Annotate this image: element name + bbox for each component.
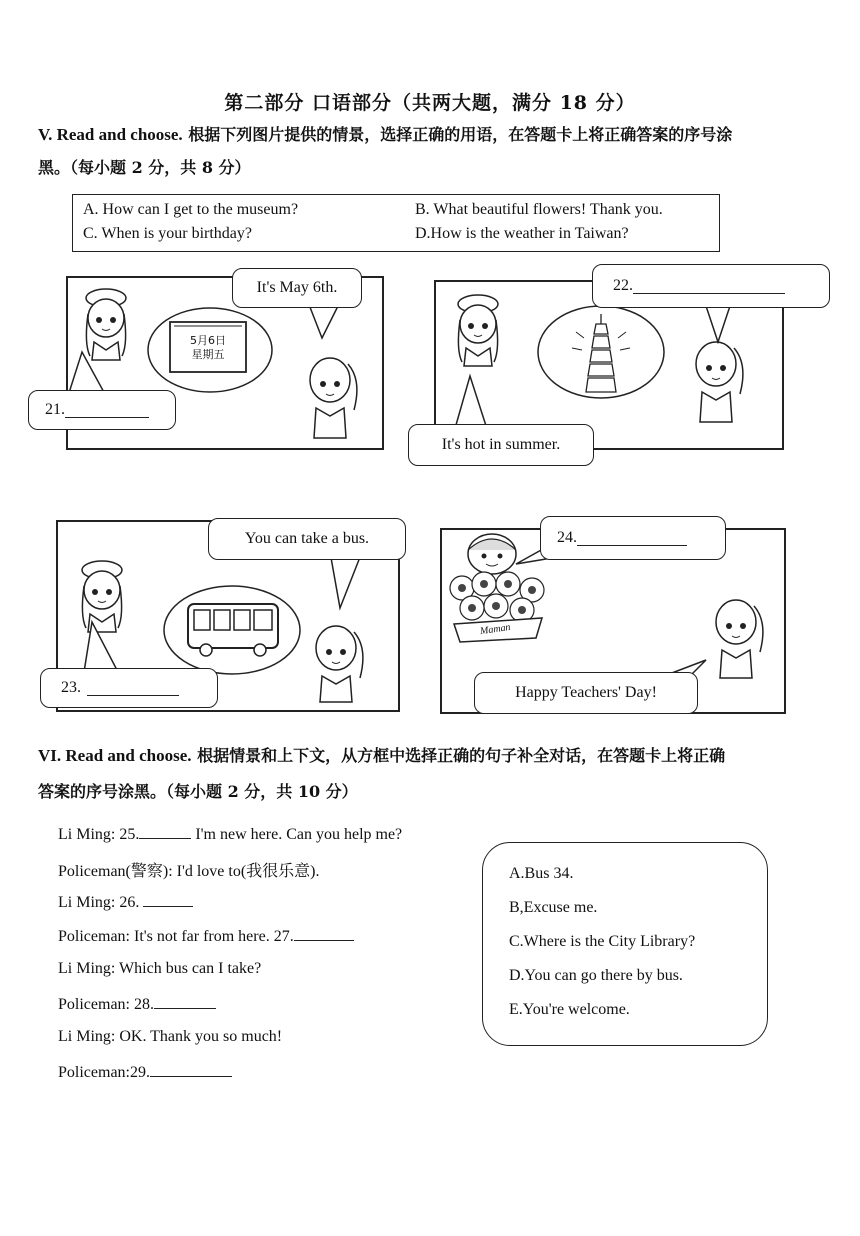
speech-bubble-23	[40, 668, 218, 708]
option-a: A. How can I get to the museum?	[83, 201, 299, 218]
calendar-date	[170, 334, 246, 362]
section-6-instruction-2: 答案的序号涂黑。（每小题 2 分，共 10 分）	[38, 782, 358, 801]
option-b: B. What beautiful flowers! Thank you.	[415, 201, 663, 218]
taipei-tower-oval	[536, 304, 666, 400]
question-23: 23.	[61, 679, 81, 696]
speech-bubble-may-6th	[232, 268, 362, 308]
answer-blank-25[interactable]	[139, 824, 191, 839]
choice-b: B,Excuse me.	[509, 899, 598, 916]
answer-choices-box	[482, 842, 768, 1046]
section-5-instruction-2: 黑。（每小题 2 分，共 8 分）	[38, 158, 251, 177]
dialogue-speaker: Li Ming: OK. Thank you so much!	[58, 1028, 283, 1045]
answer-blank-29[interactable]	[150, 1062, 232, 1077]
dialogue-line-27	[58, 926, 354, 946]
dialogue-line-thanks	[58, 1028, 282, 1046]
dialogue-speaker: Li Ming: 25.	[58, 826, 140, 843]
option-d: D.How is the weather in Taiwan?	[415, 225, 629, 242]
section-5-heading	[38, 118, 838, 184]
dialogue-line-26	[58, 892, 193, 912]
answer-blank-21[interactable]	[65, 403, 149, 418]
bubble-tail	[70, 622, 130, 672]
choice-c: C.Where is the City Library?	[509, 933, 696, 950]
dialogue-line-28	[58, 994, 216, 1014]
dialogue-speaker: Li Ming: Which bus can I take?	[58, 960, 262, 977]
dialogue-speaker: Policeman: 28.	[58, 996, 154, 1013]
option-c: C. When is your birthday?	[83, 225, 253, 242]
bubble-text: It's hot in summer.	[441, 436, 561, 453]
section-6-lead: VI. Read and choose.	[38, 746, 192, 765]
bubble-text: It's May 6th.	[256, 279, 338, 296]
speech-bubble-hot-summer	[408, 424, 594, 466]
section-5-lead: V. Read and choose.	[38, 125, 183, 144]
dialogue-line-25	[58, 824, 402, 844]
speech-bubble-24	[540, 516, 726, 560]
bubble-tail	[300, 302, 360, 342]
girl-ponytail-illustration	[298, 350, 362, 442]
question-22: 22.	[613, 277, 633, 294]
section-5-instruction-1: 根据下列图片提供的情景，选择正确的用语，在答题卡上将正确答案的序号涂	[188, 125, 733, 144]
section-6-heading	[38, 738, 838, 810]
choice-a: A.Bus 34.	[509, 865, 574, 882]
answer-blank-28[interactable]	[154, 994, 216, 1009]
dialogue-speaker: Policeman: It's not far from here. 27.	[58, 928, 294, 945]
speech-bubble-teachers-day	[474, 672, 698, 714]
answer-blank-26[interactable]	[143, 892, 193, 907]
choice-d: D.You can go there by bus.	[509, 967, 683, 984]
answer-blank-22[interactable]	[633, 279, 785, 294]
choice-e: E.You're welcome.	[509, 1001, 630, 1018]
bus-oval	[162, 584, 302, 676]
dialogue-speaker: Policeman(警察): I'd love to(我很乐意).	[58, 863, 320, 880]
girl-ponytail-illustration	[704, 592, 768, 680]
calendar-weekday: 星期五	[191, 348, 225, 361]
bubble-text: You can take a bus.	[244, 530, 370, 547]
dialogue-text: I'm new here. Can you help me?	[191, 826, 403, 843]
girl-ponytail-illustration	[304, 618, 368, 704]
banner-text: Maman	[479, 621, 512, 638]
bubble-text: Happy Teachers' Day!	[515, 684, 657, 701]
options-box	[72, 194, 720, 252]
calendar-day: 5月6日	[190, 334, 226, 347]
speech-bubble-22	[592, 264, 830, 308]
dialogue-speaker: Li Ming: 26.	[58, 894, 140, 911]
girl-ponytail-illustration	[684, 334, 748, 426]
question-24: 24.	[557, 529, 577, 546]
answer-blank-27[interactable]	[294, 926, 354, 941]
girl-illustration	[446, 290, 510, 370]
dialogue-line-which-bus	[58, 960, 261, 978]
answer-blank-23[interactable]	[87, 681, 179, 696]
section-6-instruction-1: 根据情景和上下文，从方框中选择正确的句子补全对话，在答题卡上将正确	[197, 746, 726, 765]
speech-bubble-21	[28, 390, 176, 430]
dialogue-speaker: Policeman:29.	[58, 1064, 150, 1081]
answer-blank-24[interactable]	[577, 531, 687, 546]
question-21: 21.	[45, 401, 65, 418]
speech-bubble-take-bus	[208, 518, 406, 560]
bubble-tail	[322, 552, 372, 612]
dialogue-line-29	[58, 1062, 232, 1082]
dialogue-line-policeman-1	[58, 858, 320, 881]
page-title: 第二部分 口语部分（共两大题，满分 18 分）	[224, 92, 636, 114]
